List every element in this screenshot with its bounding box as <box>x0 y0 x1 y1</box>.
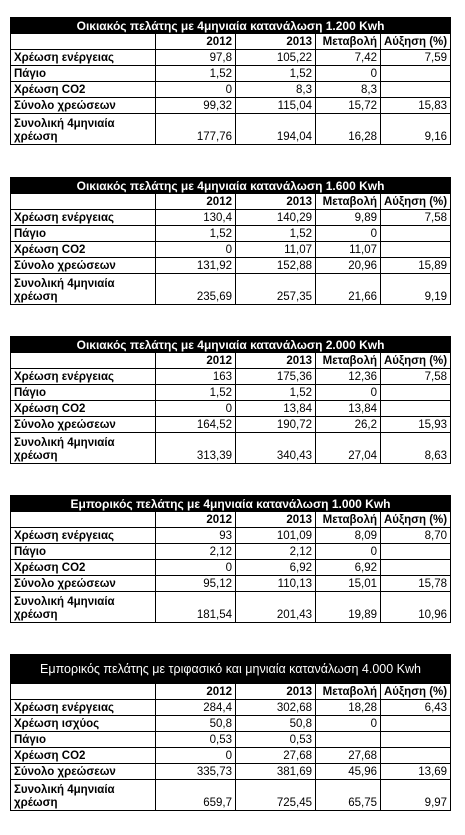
cell-value <box>316 732 381 748</box>
table-title: Οικιακός πελάτης με 4μηνιαία κατανάλωση 1.200 Kwh <box>11 18 451 34</box>
table-row <box>11 748 451 764</box>
row-label: Σύνολο χρεώσεων <box>11 576 156 592</box>
cell-value: 340,43 <box>236 433 316 464</box>
header-cell: 2012 <box>156 684 236 700</box>
cell-value: 13,84 <box>236 401 316 417</box>
cell-value: 0 <box>316 66 381 82</box>
row-label: Χρέωση CO2 <box>11 401 156 417</box>
cell-value: 115,04 <box>236 98 316 114</box>
table-row <box>11 82 451 98</box>
cell-value: 27,68 <box>316 748 381 764</box>
cell-value: 21,66 <box>316 274 381 305</box>
cell-value: 7,58 <box>381 210 451 226</box>
row-label: Χρέωση CO2 <box>11 560 156 576</box>
cell-value: 11,07 <box>236 242 316 258</box>
row-label: Συνολική 4μηνιαία χρέωση <box>11 592 156 623</box>
cell-value: 257,35 <box>236 274 316 305</box>
cell-value: 177,76 <box>156 114 236 145</box>
tariff-table-4 <box>10 495 451 623</box>
cell-value: 1,52 <box>236 226 316 242</box>
table-row <box>11 98 451 114</box>
cell-value: 0 <box>316 226 381 242</box>
table-row <box>11 433 451 464</box>
cell-value: 725,45 <box>236 780 316 811</box>
tariff-table-2 <box>10 177 451 305</box>
cell-value: 140,29 <box>236 210 316 226</box>
cell-value: 95,12 <box>156 576 236 592</box>
cell-value: 9,89 <box>316 210 381 226</box>
table-row <box>11 700 451 716</box>
header-cell: 2013 <box>236 194 316 210</box>
cell-value: 0,53 <box>156 732 236 748</box>
row-label: Χρέωση CO2 <box>11 242 156 258</box>
cell-value: 16,28 <box>316 114 381 145</box>
row-label: Χρέωση CO2 <box>11 748 156 764</box>
cell-value: 2,12 <box>156 544 236 560</box>
row-label: Χρέωση ενέργειας <box>11 210 156 226</box>
cell-value <box>381 560 451 576</box>
cell-value: 15,72 <box>316 98 381 114</box>
cell-value: 20,96 <box>316 258 381 274</box>
cell-value: 194,04 <box>236 114 316 145</box>
row-label: Πάγιο <box>11 226 156 242</box>
header-cell: 2013 <box>236 353 316 369</box>
table-title: Οικιακός πελάτης με 4μηνιαία κατανάλωση 1.600 Kwh <box>11 178 451 194</box>
table-row <box>11 560 451 576</box>
row-label: Πάγιο <box>11 66 156 82</box>
cell-value: 8,3 <box>316 82 381 98</box>
cell-value: 152,88 <box>236 258 316 274</box>
cell-value: 6,92 <box>236 560 316 576</box>
row-label: Πάγιο <box>11 732 156 748</box>
cell-value: 15,83 <box>381 98 451 114</box>
cell-value: 6,92 <box>316 560 381 576</box>
cell-value: 97,8 <box>156 50 236 66</box>
cell-value: 9,16 <box>381 114 451 145</box>
cell-value: 201,43 <box>236 592 316 623</box>
header-cell: 2012 <box>156 194 236 210</box>
table-row <box>11 716 451 732</box>
cell-value: 1,52 <box>156 226 236 242</box>
cell-value: 284,4 <box>156 700 236 716</box>
cell-value: 6,43 <box>381 700 451 716</box>
cell-value: 0 <box>156 748 236 764</box>
cell-value: 9,19 <box>381 274 451 305</box>
cell-value: 13,69 <box>381 764 451 780</box>
cell-value: 27,04 <box>316 433 381 464</box>
row-label: Συνολική 4μηνιαία χρέωση <box>11 780 156 811</box>
header-cell: Μεταβολή <box>316 353 381 369</box>
cell-value: 15,89 <box>381 258 451 274</box>
row-label: Σύνολο χρεώσεων <box>11 764 156 780</box>
table-row <box>11 274 451 305</box>
row-label: Σύνολο χρεώσεων <box>11 258 156 274</box>
cell-value <box>381 732 451 748</box>
row-label: Χρέωση ενέργειας <box>11 700 156 716</box>
header-cell <box>11 194 156 210</box>
cell-value: 0 <box>156 560 236 576</box>
cell-value: 99,32 <box>156 98 236 114</box>
row-label: Χρέωση ισχύος <box>11 716 156 732</box>
cell-value: 2,12 <box>236 544 316 560</box>
cell-value: 9,97 <box>381 780 451 811</box>
table-title: Οικιακός πελάτης με 4μηνιαία κατανάλωση 2.000 Kwh <box>11 337 451 353</box>
table-title: Εμπορικός πελάτης με 4μηνιαία κατανάλωση 1.000 Kwh <box>11 496 451 512</box>
table-row <box>11 242 451 258</box>
cell-value <box>381 66 451 82</box>
cell-value <box>381 385 451 401</box>
cell-value: 0 <box>156 82 236 98</box>
cell-value: 15,78 <box>381 576 451 592</box>
row-label: Πάγιο <box>11 544 156 560</box>
cell-value <box>381 242 451 258</box>
table-row <box>11 226 451 242</box>
cell-value: 8,09 <box>316 528 381 544</box>
cell-value: 659,7 <box>156 780 236 811</box>
cell-value: 15,01 <box>316 576 381 592</box>
table-row <box>11 764 451 780</box>
table-row <box>11 258 451 274</box>
cell-value: 27,68 <box>236 748 316 764</box>
cell-value: 19,89 <box>316 592 381 623</box>
tariff-table-1 <box>10 17 451 145</box>
cell-value: 381,69 <box>236 764 316 780</box>
header-cell: Μεταβολή <box>316 34 381 50</box>
table-row <box>11 210 451 226</box>
row-label: Σύνολο χρεώσεων <box>11 98 156 114</box>
cell-value: 8,63 <box>381 433 451 464</box>
cell-value: 175,36 <box>236 369 316 385</box>
cell-value: 0 <box>156 401 236 417</box>
cell-value <box>381 748 451 764</box>
table-row <box>11 732 451 748</box>
table-row <box>11 592 451 623</box>
table-row <box>11 417 451 433</box>
header-cell: 2012 <box>156 353 236 369</box>
header-cell <box>11 684 156 700</box>
header-cell: Αύξηση (%) <box>381 353 451 369</box>
header-cell <box>11 353 156 369</box>
table-row <box>11 576 451 592</box>
cell-value: 93 <box>156 528 236 544</box>
header-cell: 2012 <box>156 34 236 50</box>
header-cell: Αύξηση (%) <box>381 34 451 50</box>
table-row <box>11 114 451 145</box>
cell-value: 130,4 <box>156 210 236 226</box>
header-cell <box>11 512 156 528</box>
row-label: Συνολική 4μηνιαία χρέωση <box>11 433 156 464</box>
cell-value: 313,39 <box>156 433 236 464</box>
cell-value: 50,8 <box>156 716 236 732</box>
row-label: Χρέωση CO2 <box>11 82 156 98</box>
cell-value: 12,36 <box>316 369 381 385</box>
table-title: Εμπορικός πελάτης με τριφασικό και μηνιαία κατανάλωση 4.000 Kwh <box>11 655 451 684</box>
cell-value: 0 <box>156 242 236 258</box>
cell-value: 15,93 <box>381 417 451 433</box>
cell-value: 163 <box>156 369 236 385</box>
header-cell: 2013 <box>236 34 316 50</box>
cell-value: 164,52 <box>156 417 236 433</box>
row-label: Πάγιο <box>11 385 156 401</box>
header-cell: 2013 <box>236 512 316 528</box>
header-cell: Μεταβολή <box>316 512 381 528</box>
cell-value: 8,3 <box>236 82 316 98</box>
cell-value: 0,53 <box>236 732 316 748</box>
cell-value: 110,13 <box>236 576 316 592</box>
cell-value: 181,54 <box>156 592 236 623</box>
header-cell: Μεταβολή <box>316 684 381 700</box>
cell-value: 7,59 <box>381 50 451 66</box>
cell-value: 0 <box>316 716 381 732</box>
header-cell: 2012 <box>156 512 236 528</box>
row-label: Χρέωση ενέργειας <box>11 369 156 385</box>
cell-value: 65,75 <box>316 780 381 811</box>
cell-value: 1,52 <box>156 385 236 401</box>
table-row <box>11 369 451 385</box>
cell-value: 302,68 <box>236 700 316 716</box>
tariff-table-5 <box>10 654 451 811</box>
cell-value: 190,72 <box>236 417 316 433</box>
header-cell: Αύξηση (%) <box>381 194 451 210</box>
header-cell: Μεταβολή <box>316 194 381 210</box>
cell-value <box>381 226 451 242</box>
table-row <box>11 544 451 560</box>
tariff-table-3 <box>10 336 451 464</box>
cell-value: 1,52 <box>236 385 316 401</box>
cell-value: 335,73 <box>156 764 236 780</box>
cell-value <box>381 401 451 417</box>
table-row <box>11 780 451 811</box>
cell-value <box>381 82 451 98</box>
cell-value: 8,70 <box>381 528 451 544</box>
cell-value: 26,2 <box>316 417 381 433</box>
cell-value: 7,42 <box>316 50 381 66</box>
table-row <box>11 50 451 66</box>
row-label: Χρέωση ενέργειας <box>11 50 156 66</box>
cell-value: 45,96 <box>316 764 381 780</box>
cell-value: 50,8 <box>236 716 316 732</box>
table-row <box>11 66 451 82</box>
header-cell <box>11 34 156 50</box>
cell-value <box>381 716 451 732</box>
cell-value: 1,52 <box>156 66 236 82</box>
cell-value: 18,28 <box>316 700 381 716</box>
cell-value: 105,22 <box>236 50 316 66</box>
cell-value: 0 <box>316 544 381 560</box>
header-cell: Αύξηση (%) <box>381 684 451 700</box>
cell-value: 235,69 <box>156 274 236 305</box>
row-label: Συνολική 4μηνιαία χρέωση <box>11 274 156 305</box>
cell-value: 7,58 <box>381 369 451 385</box>
cell-value: 0 <box>316 385 381 401</box>
cell-value: 101,09 <box>236 528 316 544</box>
row-label: Συνολική 4μηνιαία χρέωση <box>11 114 156 145</box>
table-row <box>11 528 451 544</box>
cell-value: 1,52 <box>236 66 316 82</box>
table-row <box>11 385 451 401</box>
header-cell: 2013 <box>236 684 316 700</box>
cell-value: 13,84 <box>316 401 381 417</box>
header-cell: Αύξηση (%) <box>381 512 451 528</box>
row-label: Χρέωση ενέργειας <box>11 528 156 544</box>
cell-value: 11,07 <box>316 242 381 258</box>
table-row <box>11 401 451 417</box>
cell-value <box>381 544 451 560</box>
row-label: Σύνολο χρεώσεων <box>11 417 156 433</box>
cell-value: 10,96 <box>381 592 451 623</box>
cell-value: 131,92 <box>156 258 236 274</box>
